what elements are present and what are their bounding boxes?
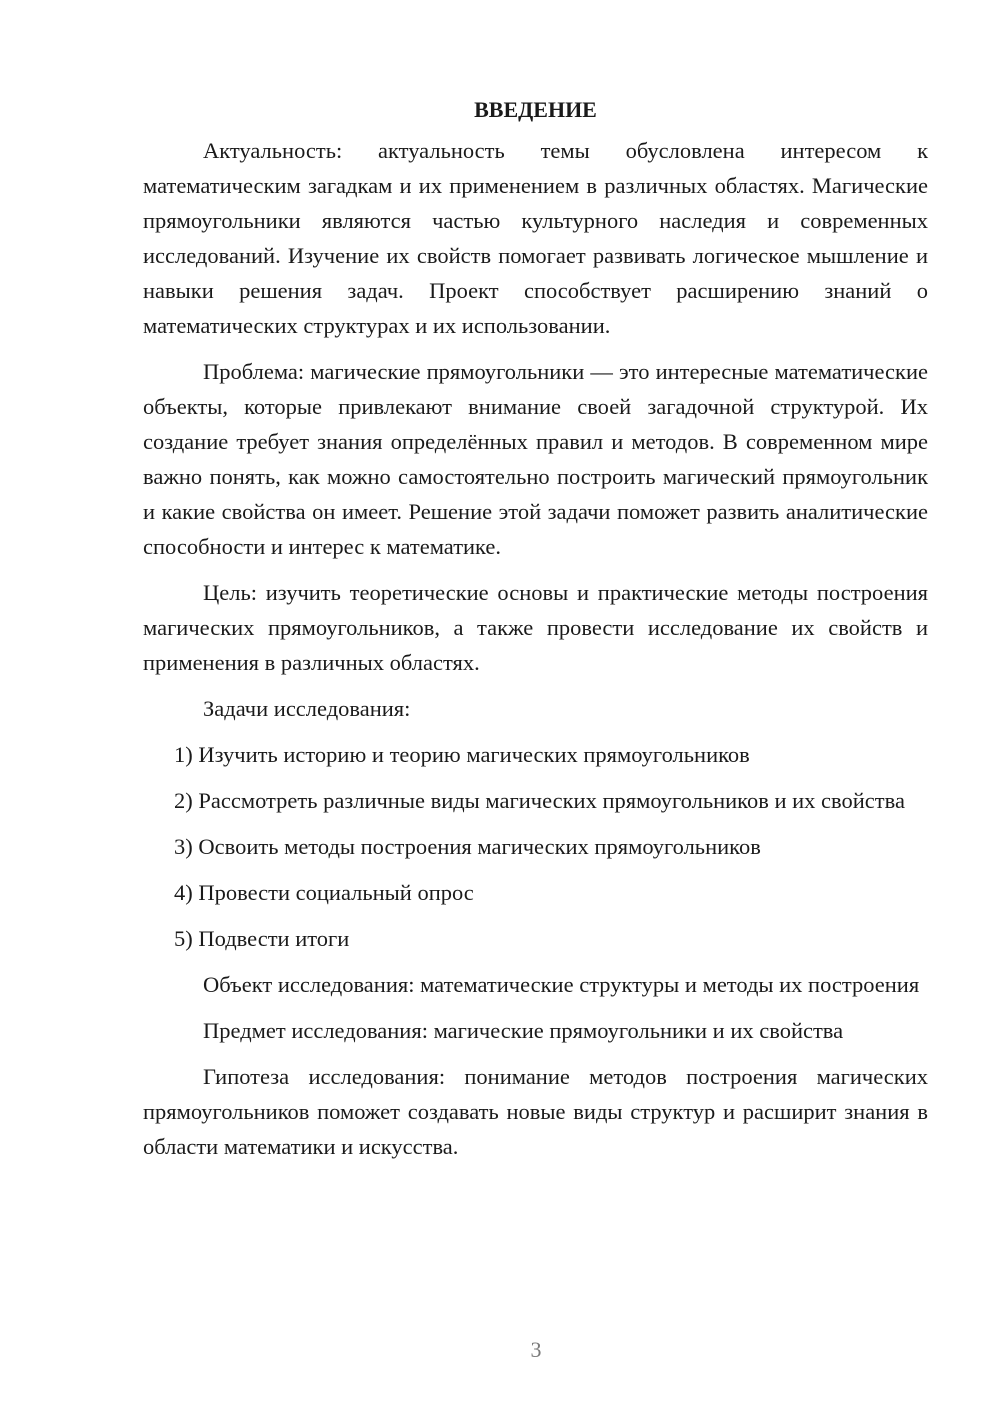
task-item: 1) Изучить историю и теорию магических прямоугольников [174, 742, 750, 767]
tasks-heading: Задачи исследования: [203, 696, 411, 721]
object-paragraph: Объект исследования: математические структуры и методы их построения [203, 972, 920, 997]
relevance-paragraph: Актуальность: актуальность темы обусловлена интересом к математическим загадкам и их применением в различных областях. Магические прямоугольники являются частью культурного наследия и современных исследований. Изучение их свойств помогает развивать логическое мышление и навыки решения задач. Проект способствует расширению знаний о математических структурах и их использовании. [143, 138, 928, 338]
task-item: 2) Рассмотреть различные виды магических прямоугольников и их свойства [174, 788, 905, 813]
task-item: 4) Провести социальный опрос [174, 880, 474, 905]
task-item: 3) Освоить методы построения магических прямоугольников [174, 834, 761, 859]
page-number: 3 [530, 1337, 542, 1362]
page-title: ВВЕДЕНИЕ [474, 97, 597, 122]
goal-paragraph: Цель: изучить теоретические основы и практические методы построения магических прямоугольников, а также провести исследование их свойств и применения в различных областях. [143, 580, 928, 675]
hypothesis-paragraph: Гипотеза исследования: понимание методов построения магических прямоугольников поможет создавать новые виды структур и расширит знания в области математики и искусства. [143, 1064, 928, 1159]
problem-paragraph: Проблема: магические прямоугольники — это интересные математические объекты, которые привлекают внимание своей загадочной структурой. Их создание требует знания определённых правил и методов. В современном мире важно понять, как можно самостоятельно построить магический прямоугольник и какие свойства он имеет. Решение этой задачи поможет развить аналитические способности и интерес к математике. [143, 359, 928, 559]
subject-paragraph: Предмет исследования: магические прямоугольники и их свойства [203, 1018, 844, 1043]
page-content [143, 92, 928, 1164]
task-item: 5) Подвести итоги [174, 926, 350, 951]
